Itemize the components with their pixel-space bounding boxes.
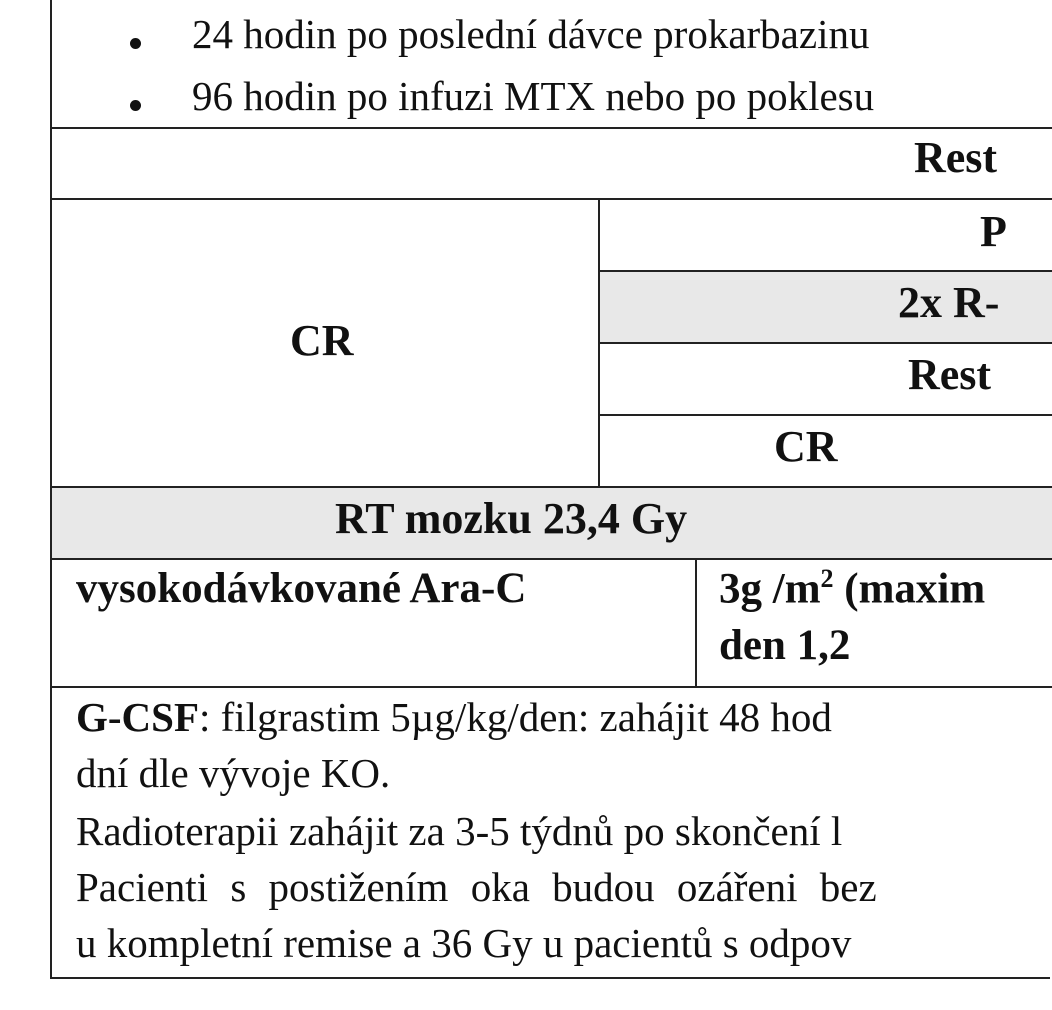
dose-prefix: 3g /m (719, 565, 821, 613)
bullet-icon (130, 100, 141, 111)
gcsf-text: : filgrastim 5µg/kg/den: zahájit 48 hod (199, 694, 832, 740)
restaging-header: Rest (914, 133, 998, 182)
rt-label: RT mozku 23,4 Gy (335, 494, 688, 543)
gcsf-label: G-CSF (76, 694, 199, 740)
cr-sub-label: CR (774, 422, 838, 471)
cr-label: CR (290, 316, 354, 365)
radiotherapy-note: Radioterapii zahájit za 3-5 týdnů po skončení l (76, 808, 843, 854)
bullet-text: 96 hodin po infuzi MTX nebo po poklesu (192, 73, 875, 119)
bullet-text: 24 hodin po poslední dávce prokarbazinu (192, 11, 870, 57)
drug-name: vysokodávkované Ara-C (76, 565, 527, 612)
dose-superscript: 2 (820, 564, 834, 593)
bullet-icon (130, 38, 141, 49)
right-row-label: Rest (908, 350, 992, 399)
right-row-label: 2x R- (898, 278, 1000, 327)
dose-line-2: den 1,2 (719, 622, 851, 669)
right-row-label: P (980, 207, 1007, 256)
dose-suffix: (maxim (833, 565, 986, 613)
gcsf-note (76, 693, 832, 741)
gcsf-note-line2: dní dle vývoje KO. (76, 750, 391, 796)
eye-note: Pacienti s postižením oka budou ozářeni bez (76, 864, 877, 910)
remise-note: u kompletní remise a 36 Gy u pacientů s odpov (76, 920, 852, 966)
protocol-table (50, 127, 1050, 966)
bullet-section (50, 0, 1050, 128)
dose-line-1 (719, 564, 985, 613)
